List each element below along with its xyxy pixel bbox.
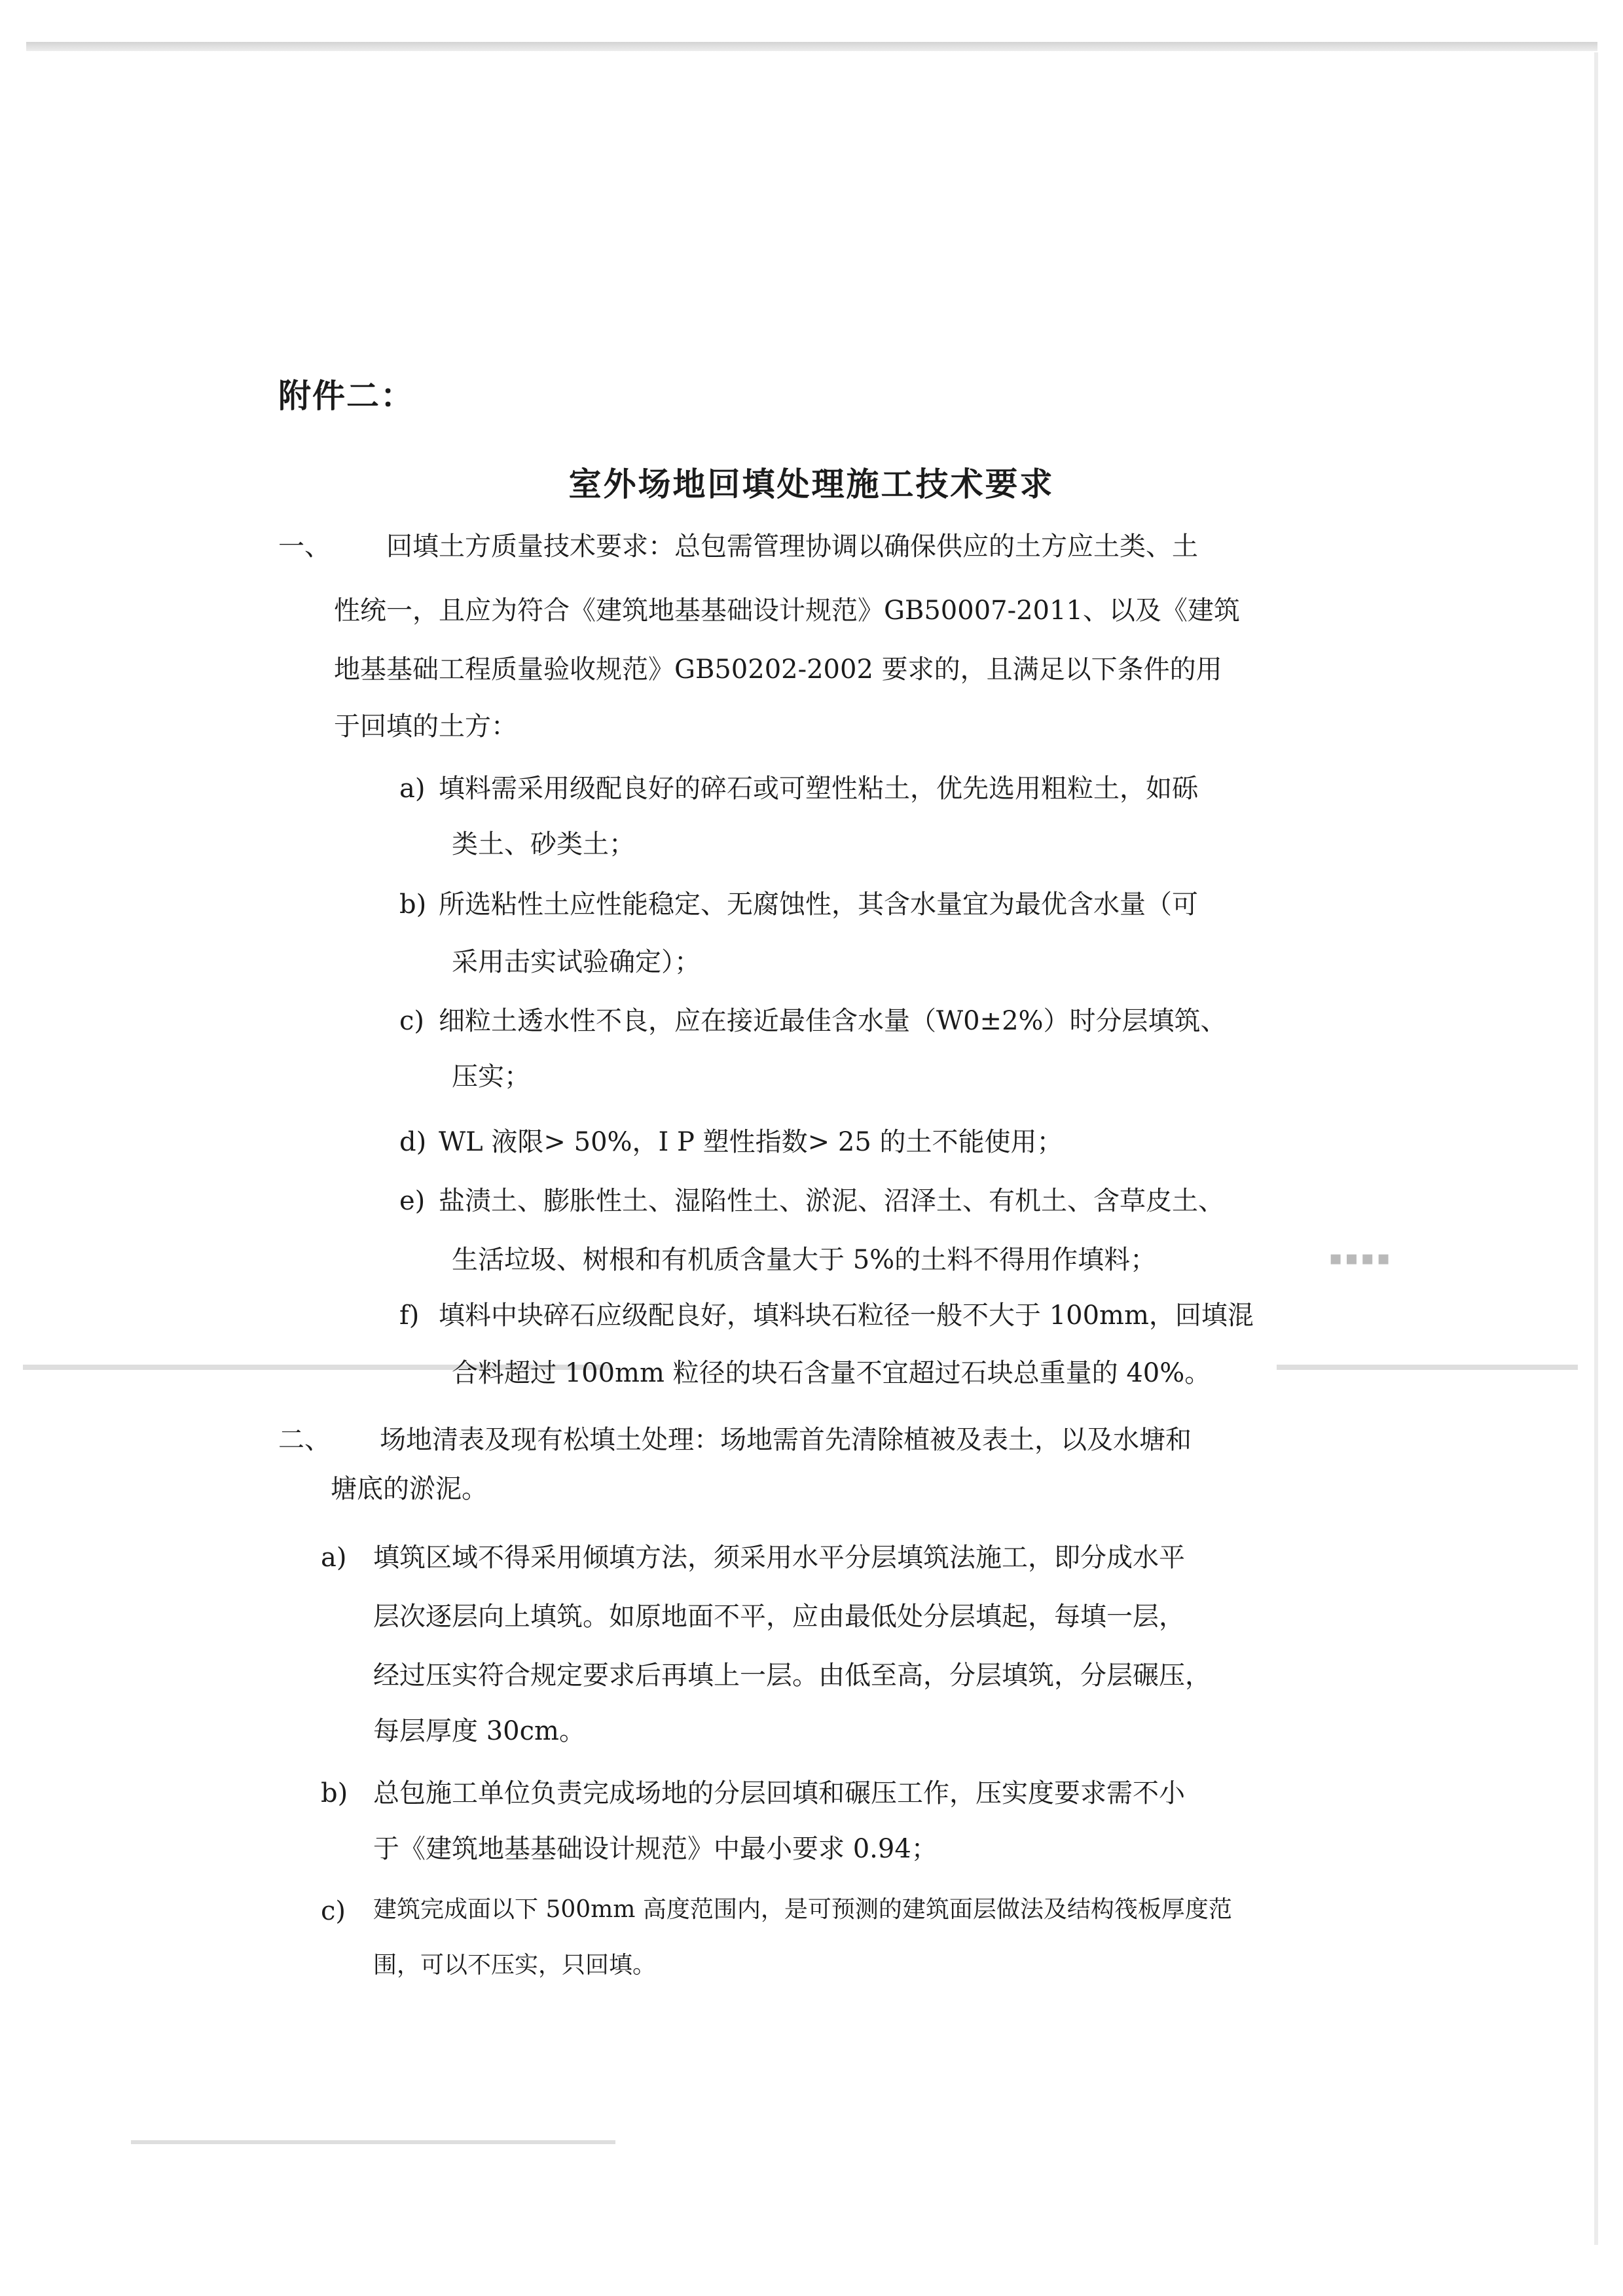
scan-artifact-right	[1277, 1365, 1578, 1370]
item-marker: c)	[321, 1896, 346, 1926]
scan-artifact-bottom	[131, 2140, 615, 2144]
item-text-line: 于《建筑地基基础设计规范》中最小要求 0.94；	[373, 1834, 938, 1864]
item-text-line: 总包施工单位负责完成场地的分层回填和碾压工作，压实度要求需不小	[373, 1778, 1185, 1808]
item-text-line: 填料需采用级配良好的碎石或可塑性粘土，优先选用粗粒土，如砾	[439, 774, 1198, 804]
item-marker: b)	[399, 889, 427, 920]
item-marker: d)	[399, 1127, 427, 1157]
attachment-label: 附件二：	[278, 377, 414, 415]
scan-edge-right	[1594, 52, 1598, 2245]
item-text-line: 所选粘性土应性能稳定、无腐蚀性，其含水量宜为最优含水量（可	[439, 889, 1198, 920]
section-text-line: 回填土方质量技术要求：总包需管理协调以确保供应的土方应土类、土	[386, 531, 1198, 562]
item-marker: f)	[399, 1300, 420, 1331]
item-marker: a)	[321, 1543, 347, 1573]
section-number: 一、	[278, 531, 331, 562]
scan-edge-top	[26, 42, 1597, 51]
item-marker: b)	[321, 1778, 348, 1808]
item-text-line: 层次逐层向上填筑。如原地面不平，应由最低处分层填起，每填一层，	[373, 1602, 1185, 1632]
item-text-line: WL 液限> 50%，I P 塑性指数> 25 的土不能使用；	[439, 1127, 1063, 1157]
item-text-line: 填料中块碎石应级配良好，填料块石粒径一般不大于 100mm，回填混	[439, 1300, 1254, 1331]
section-text-line: 性统一，且应为符合《建筑地基基础设计规范》GB50007-2011、以及《建筑	[334, 596, 1240, 626]
item-text-line: 填筑区域不得采用倾填方法，须采用水平分层填筑法施工，即分成水平	[373, 1543, 1185, 1573]
section-text-line: 塘底的淤泥。	[331, 1474, 488, 1504]
section-text-line: 场地清表及现有松填土处理：场地需首先清除植被及表土，以及水塘和	[380, 1425, 1192, 1455]
document-title: 室外场地回填处理施工技术要求	[568, 465, 1055, 503]
item-text-line: 压实；	[452, 1062, 530, 1092]
item-text-line: 生活垃圾、树根和有机质含量大于 5%的土料不得用作填料；	[452, 1245, 1157, 1275]
section-text-line: 于回填的土方：	[334, 711, 517, 742]
item-marker: e)	[399, 1186, 426, 1216]
item-marker: a)	[399, 774, 426, 804]
item-text-line: 围，可以不压实，只回填。	[373, 1952, 657, 1979]
item-text-line: 采用击实试验确定）；	[452, 947, 701, 977]
section-text-line: 地基基础工程质量验收规范》GB50202-2002 要求的，且满足以下条件的用	[334, 655, 1222, 685]
item-text-line: 细粒土透水性不良，应在接近最佳含水量（W0±2%）时分层填筑、	[439, 1006, 1227, 1036]
item-marker: c)	[399, 1006, 425, 1036]
item-text-line: 盐渍土、膨胀性土、湿陷性土、淤泥、沼泽土、有机土、含草皮土、	[439, 1186, 1224, 1216]
section-number: 二、	[278, 1425, 331, 1455]
item-text-line: 建筑完成面以下 500mm 高度范围内，是可预测的建筑面层做法及结构筏板厚度范	[373, 1896, 1232, 1923]
item-text-line: 合料超过 100mm 粒径的块石含量不宜超过石块总重量的 40%。	[452, 1358, 1211, 1388]
item-text-line: 类土、砂类土；	[452, 829, 635, 859]
seal-bleed-mark: ▪▪▪▪	[1329, 1247, 1393, 1270]
item-text-line: 经过压实符合规定要求后再填上一层。由低至高，分层填筑，分层碾压，	[373, 1660, 1211, 1691]
item-text-line: 每层厚度 30cm。	[373, 1716, 585, 1746]
